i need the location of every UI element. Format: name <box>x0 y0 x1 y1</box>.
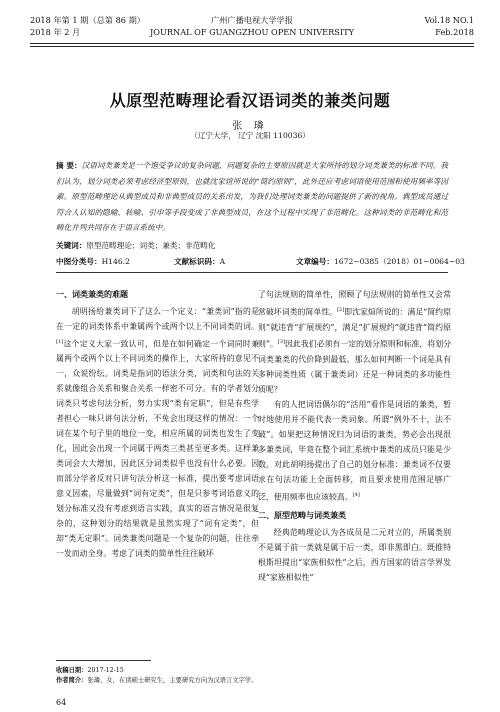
citation-ref: [4] <box>352 491 360 498</box>
doc-value: A <box>219 257 226 266</box>
header-journal-cn: 广州广播电视大学学报 <box>211 15 293 25</box>
right-para1-cont: 即沈家煊所说的：满足“简约原则”就违背“扩展规约”，满足“扩展规约”就违背“简约原则”。 <box>258 307 451 350</box>
clc-label: 中图分类号： <box>56 257 102 266</box>
left-para-cont: 这个定义大家一致认可，但是在如何确定一个词同时兼属两个或两个以上不同词类的操作上，大家所持的意见不一，众说纷纭。词类是指词的语法分类，词类和句法的关系就像组合关系和聚合关系一样密不可分。有的学者划分词类只考虑句法分析，努力实现“类有定职”，但是有些学者担心一味只讲句法分析，不免会出现这样的情况：一个词在某个句子里的地位一变，相应所属的词类也发生了变化，因此会出现一个词属于两类三类甚至更多类。这样兼类词会大大增加，因此区分词类似乎也没有什么必要。因而部分学者反对只讲句法分析这一标准，提出要考虑词语意义因素，尽量做到“词有定类”，但是只参考词语意义的划分标准又没有考虑到语言实践，真实的语言情况是很复杂的，这种划分的结果就是虽然实现了“词有定类”，但却“类无定职”。词类兼类问题是一个复杂的问题，往往牵一发而动全身。考虑了词类的简单性往往破坏 <box>56 339 259 558</box>
section-two-heading: 二、原型范畴与词类兼类 <box>258 511 346 521</box>
bio-label: 作者简介： <box>56 677 88 684</box>
keywords-label: 关键词： <box>56 241 87 250</box>
abstract <box>56 158 448 236</box>
right-paragraph-3: 经典范畴理论认为各成员是二元对立的，所属类别不是属于前一类就是属于后一类，即非黑即白。既推特根斯坦提出“家族相似性”之后，西方国家的语言学界发现“家族相似性” <box>258 528 451 583</box>
received-label: 收稿日期： <box>56 667 88 674</box>
keywords-text: 原型范畴理论；词类；兼类；非范畴化 <box>86 241 216 250</box>
header-issue-line2: 2018 年 2 月 <box>30 27 81 37</box>
citation-ref: [3] <box>277 339 285 346</box>
right-para1-text: 了句法规则的简单性，照顾了句法规则的简单性又会常常破坏词类的简单性。 <box>258 290 451 317</box>
footnote-bio <box>56 676 456 686</box>
footnote <box>56 666 456 686</box>
running-header <box>30 14 474 42</box>
header-issue-line1: 2018 年第 1 期（总第 86 期） <box>30 15 145 25</box>
article-title: 从原型范畴理论看汉语词类的兼类问题 <box>109 91 391 110</box>
left-paragraph <box>56 305 259 562</box>
right-column <box>258 288 451 586</box>
left-para-text: 胡明扬给兼类词下了这么一个定义：“兼类词”指的是在一定的词类体系中兼属两个或两个以上不同词类的词。 <box>56 306 259 331</box>
right-para1-cont2: 因此我们必须有一定的划分原则和标准，将划分词类兼类的代价降到最低。那么如何判断一个词是具有多种词类性质（属于兼类词）还是一种词类的多功能性质呢？ <box>258 340 451 394</box>
citation-ref: [2] <box>337 306 345 313</box>
received-value: 2017-12-15 <box>87 667 124 674</box>
author-affiliation: （辽宁大学， 辽宁 沈阳 110036） <box>190 131 310 140</box>
right-paragraph-1 <box>258 288 451 398</box>
left-column <box>56 288 259 562</box>
section-one-heading: 一、词类兼类的难题 <box>56 290 128 299</box>
abstract-rule <box>56 272 448 273</box>
page-number: 64 <box>56 698 67 707</box>
footnote-received <box>56 666 456 676</box>
clc-code <box>56 256 130 268</box>
keywords <box>56 240 448 252</box>
abstract-text: 汉语词类兼类是一个饱受争议的复杂问题，问题复杂的主要原因就是大家所持的划分词类兼类的标准不同。我们认为，划分词类必须考虑经济型原则，也就沈家煊所说的“简约原则”，此外还应考虑词语使用范围和使用频率等因素。原型范畴理论从典型成员和非典型成员的关系出发，为我们处理词类兼类的问题提供了新的视角。典型成员通过符合人认知的隐喻、转喻、引申等手段变成了非典型成员，在这个过程中实现了非范畴化。这种词类的非范畴化和范畴化并列共同存在于语言系统中。 <box>56 161 448 233</box>
right-paragraph-2 <box>258 398 451 505</box>
abstract-label: 摘 要： <box>56 161 82 170</box>
header-journal-en: JOURNAL OF GUANGZHOU OPEN UNIVERSITY <box>149 27 355 37</box>
footnote-rule <box>56 660 151 661</box>
article-number-value: 1672−0385（2018）01−0064−03 <box>333 257 465 266</box>
header-volume-line1: Vol.18 NO.1 <box>424 15 474 25</box>
article-number <box>296 256 465 268</box>
header-journal <box>30 14 474 38</box>
header-double-rule <box>30 43 474 47</box>
right-para2-text: 有的人把词语偶尔的“活用”看作是词语的兼类，暂时地使用并不能代表一类词象。所谓“例外不十，法不破”。如果把这种情况归为词语的兼类，势必会出现很多兼类词，毕竟在整个词汇系统中兼类的成员只能是少数。对此胡明扬提出了自己的划分标准：兼类词不仅要求在句法功能上全面转移，而且要求使用范围足够广泛，使用频率也应该较高。 <box>258 399 451 502</box>
doc-code <box>174 256 226 268</box>
bio-value: 张璘，女，在读硕士研究生，主要研究方向为汉语言文字学。 <box>87 677 258 684</box>
clc-value: H146.2 <box>101 257 130 266</box>
citation-ref: [1] <box>56 338 64 345</box>
author-name: 张 璘 <box>232 121 268 132</box>
article-number-label: 文章编号： <box>296 257 334 266</box>
doc-label: 文献标识码： <box>174 257 220 266</box>
header-volume <box>424 14 474 38</box>
header-volume-line2: Feb.2018 <box>435 27 474 37</box>
